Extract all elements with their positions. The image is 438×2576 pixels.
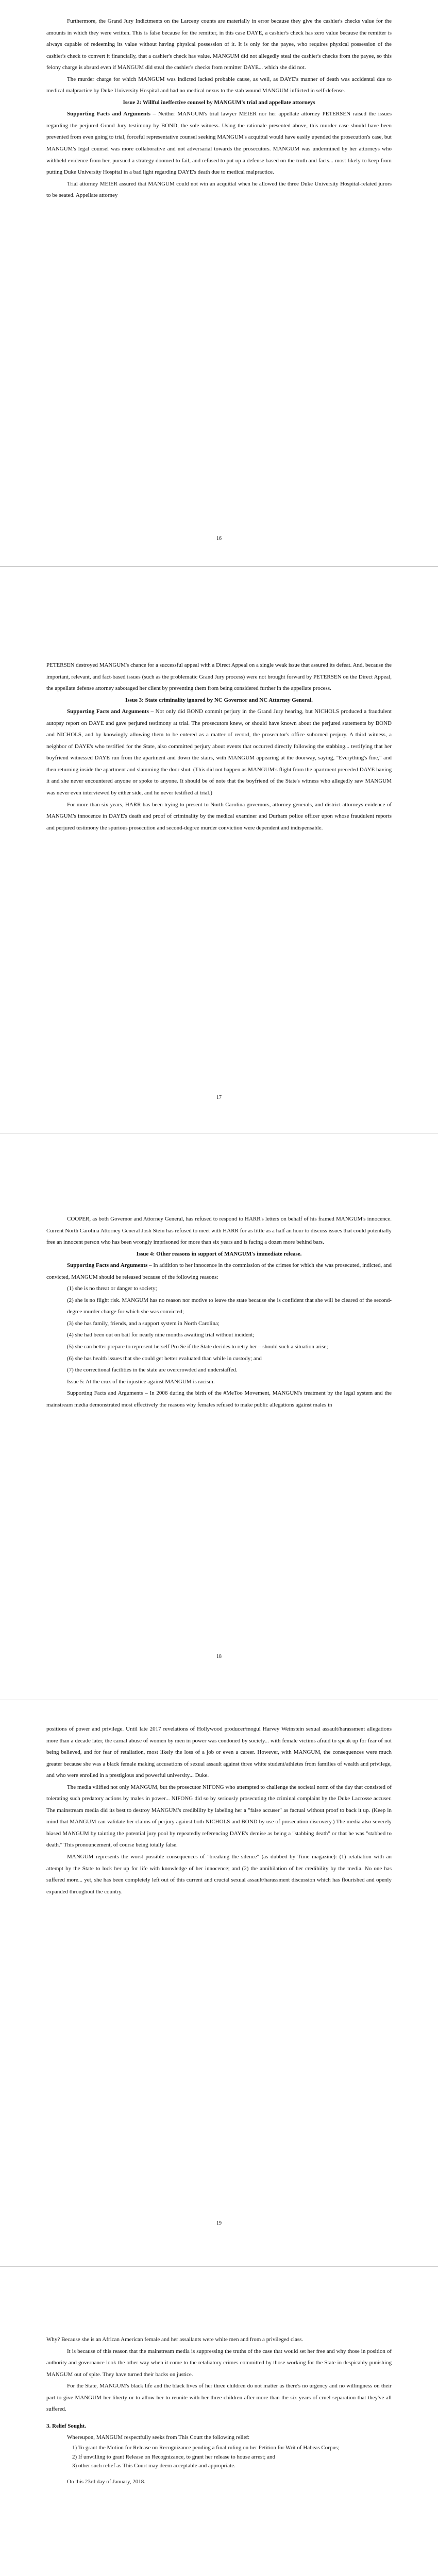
relief-item: 1) To grant the Motion for Release on Recognizance pending a final ruling on her Petition for Writ of Habeas Corpus; (72, 2444, 340, 2451)
paragraph: Trial attorney MEIER assured that MANGUM could not win an acquittal when he allowed the three Duke University Hospital-related jurors to be seated. Appellate attorney (46, 180, 392, 199)
page-number: 16 (216, 536, 222, 541)
reason-item: (2) she is no flight risk. MANGUM has no reason nor motive to leave the state because she is confident that she will be cleared of the second-degree murder charge for which she was convicted; (67, 1297, 392, 1315)
supporting-facts-paragraph (46, 706, 392, 799)
reason-item: (7) the correctional facilities in the state are overcrowded and understaffed. (67, 1367, 238, 1374)
paragraph: Furthermore, the Grand Jury Indictments on the Larceny counts are materially in error because they give the cashier's checks value for the amounts in which they were written. This is false because for the remitter, in this case DAYE, a cashier's check has zero value because the remitter is always capable of redeeming its value without having physical possession of it. It is only for the payee, who requires physical possession of the cashier's check to convert it financially, that a cashier's check has value. MANGUM did not allegedly steal the cashier's checks from the payee, so this felony charge is absurd even if MANGUM did steal the cashier's checks from remitter DAYE... which she did not. (46, 18, 392, 71)
paragraph: For more than six years, HARR has been trying to present to North Carolina governors, attorney generals, and district attorneys evidence of MANGUM's innocence in DAYE's death and proof of criminality by the medical examiner and Durham police officer upon whose fraudulent reports and perjured testimony the spurious prosecution and second-degree murder conviction were dependent and indispensable. (46, 801, 392, 831)
relief-item: 2) If unwilling to grant Release on Recognizance, to grant her release to house arrest; and (72, 2453, 276, 2460)
page-number: 17 (216, 1095, 222, 1100)
page-19 (0, 1700, 438, 2267)
page-18 (0, 1133, 438, 1700)
page-number: 19 (216, 2221, 222, 2226)
supporting-facts-paragraph (46, 1387, 392, 1411)
supporting-facts-text: – Neither MANGUM's trial lawyer MEIER nor her appellate attorney PETERSEN raised the issues regarding the perjured Grand Jury testimony by BOND, the sole witness. Using the rationale presented above, this murder case should have been prevented from even going to trial, forceful representative counsel seeking MANGUM's acquittal would have easily upended the prosecution's case, but MANGUM's legal counsel was more collaborative and not adversarial towards the prosecutors. MANGUM was undermined by her attorneys who withheld evidence from her, pursued a strategy doomed to fail, and refused to put up a defense based on the truth and facts... most likely to keep from putting Duke University Hospital in a bad light regarding DAYE's death due to medical malpractice. (46, 111, 392, 176)
paragraph: COOPER, as both Governor and Attorney General, has refused to respond to HARR's letters on behalf of his framed MANGUM's innocence. Current North Carolina Attorney General Josh Stein has refused to meet with HARR for as little as a half an hour to discuss issues that could potentially free an innocent person who has been wrongly imprisoned for more than six years and is facing a dozen more behind bars. (46, 1216, 392, 1246)
reason-item: (5) she can better prepare to represent herself Pro Se if the State decides to retry her – should such a situation arise; (67, 1344, 328, 1350)
supporting-facts-text: – In 2006 during the birth of the #MeToo Movement, MANGUM's treatment by the legal system and the mainstream media demonstrated most effectively the reasons why females refused to make public allegations against males in (46, 1390, 392, 1408)
supporting-facts-text: – Not only did BOND commit perjury in the Grand Jury hearing, but NICHOLS produced a fraudulent autopsy report on DAYE and gave perjured testimony at trial. The prosecutors knew, or should have known about the perjured statements by BOND and NICHOLS, and by knowingly allowing them to be entered as a matter of record, the prosecutor's office suborned perjury. A third witness, a neighbor of DAYE's who testified for the State, also committed perjury about events that occurred directly following the stabbing... testifying that her boyfriend witnessed DAYE run from the apartment and down the stairs, with MANGUM appearing at the doorway, saying, "Everything's fine," and then returning inside the apartment and slamming the door shut. (This did not happen as MANGUM's flight from the apartment preceded DAYE having it and she never encountered anyone or spoke to anyone. It should be of note that the boyfriend of the State's witness who allegedly saw MANGUM was never even interviewed by either side, and he never testified at trial.) (46, 708, 392, 796)
page-16 (0, 0, 438, 567)
supporting-facts-label: Supporting Facts and Arguments (67, 708, 149, 715)
paragraph: For the State, MANGUM's black life and the black lives of her three children do not matter as there's no urgency and no willingness on their part to give MANGUM her liberty or to allow her to reunite with her three children after more than the six years of cruel separation that they've all suffered. (46, 2383, 392, 2413)
paragraph: PETERSEN destroyed MANGUM's chance for a successful appeal with a Direct Appeal on a single weak issue that assured its defeat. And, because the important, relevant, and fact-based issues (such as the problematic Grand Jury process) were not brought forward by PETERSEN on the Direct Appeal, the appellate defense attorney sabotaged her client by preventing them from being considered further in the appellate process. (46, 662, 392, 692)
page-number: 18 (216, 1654, 222, 1659)
reason-item: (4) she had been out on bail for nearly nine months awaiting trial without incident; (67, 1332, 255, 1338)
supporting-facts-paragraph (46, 1260, 392, 1283)
paragraph: The murder charge for which MANGUM was indicted lacked probable cause, as well, as DAYE's manner of death was accidental due to medical malpractice by Duke University Hospital and had no medical nexus to the stab wound MANGUM inflicted in self-defense. (46, 76, 392, 94)
relief-list (46, 2444, 392, 2471)
issue-2-heading: Issue 2: Willful ineffective counsel by MANGUM's trial and appellate attorneys (123, 99, 315, 106)
relief-heading: 3. Relief Sought. (46, 2422, 86, 2429)
page-17-body (46, 659, 392, 834)
issue-4-heading: Issue 4: Other reasons in support of MANGUM's immediate release. (136, 1250, 302, 1257)
paragraph: The media vilified not only MANGUM, but the prosecutor NIFONG who attempted to challenge the societal norm of the day that consisted of tolerating such predatory actions by males in power... NIFONG did so by seriously prosecuting the criminal complaint by the Duke Lacrosse accuser. The mainstream media did its best to destroy MANGUM's credibility by labeling her a "false accuser" as factual without proof to back it up. (Keep in mind that MANGUM can validate her claims of perjury against both NICHOLS and BOND by use of prosecution discovery.) The media also severely biased MANGUM by tainting the potential jury pool by repeatedly referencing DAYE's demise as being a "stabbing death" or that he was "stabbed to death." This pronouncement, of course being totally false. (46, 1784, 392, 1849)
supporting-facts-paragraph (46, 108, 392, 178)
issue-5-heading: Issue 5: At the crux of the injustice against MANGUM is racism. (67, 1378, 215, 1385)
page-18-body (46, 1213, 392, 1411)
supporting-facts-label: Supporting Facts and Arguments (67, 1262, 148, 1269)
reason-item: (3) she has family, friends, and a support system in North Carolina; (67, 1320, 220, 1327)
supporting-facts-text: – In addition to her innocence in the commission of the crimes for which she was prosecuted, indicted, and convicted, MANGUM should be released because of the following reasons: (46, 1262, 392, 1280)
relief-intro: Whereupon, MANGUM respectfully seeks from This Court the following relief: (67, 2434, 250, 2441)
supporting-facts-label: Supporting Facts and Arguments (67, 111, 150, 117)
page-20-body (46, 2334, 392, 2487)
issue-3-heading: Issue 3: State criminality ignored by NC Governor and NC Attorney General. (125, 697, 313, 703)
page-17 (0, 567, 438, 1133)
paragraph: positions of power and privilege. Until late 2017 revelations of Hollywood producer/mogul Harvey Weinstein sexual assault/harassment allegations more than a decade later, the carnal abuse of women by men in power was condoned by society... with female victims afraid to speak up for fear of not being believed, and for fear of retaliation, most likely the loss of a job or even a career. However, with MANGUM, the consequences were much greater because she was a black female making accusations of sexual assault against three white student/athletes from families of wealth and privilege, and who were enrolled in a prestigious and powerful university... Duke. (46, 1726, 392, 1779)
page-16-body (46, 15, 392, 201)
paragraph: It is because of this reason that the mainstream media is suppressing the truths of the case that would set her free and why those in position of authority and governance look the other way when it come to the retaliatory crimes committed by those working for the State in despicably punishing MANGUM out of spite. They have turned their backs on justice. (46, 2348, 392, 2378)
reason-item: (1) she is no threat or danger to society; (67, 1285, 157, 1292)
supporting-facts-label: Supporting Facts and Arguments (67, 1390, 143, 1397)
relief-item: 3) other such relief as This Court may deem acceptable and appropriate. (72, 2463, 235, 2469)
date-line: On this 23rd day of January, 2018. (67, 2478, 146, 2485)
page-19-body (46, 1723, 392, 1897)
paragraph: MANGUM represents the worst possible consequences of "breaking the silence" (as dubbed by Time magazine): (1) retaliation with an attempt by the State to lock her up for life with knowledge of her innocence; and (2) the annihilation of her credibility by the media. No one has suffered more... yet, she has been completely left out of this current and crucial sexual assault/harassment discussion which has flourished and openly expanded throughout the country. (46, 1854, 392, 1895)
page-20 (0, 2267, 438, 2576)
reason-item: (6) she has health issues that she could get better evaluated than while in custody; and (67, 1355, 262, 1362)
paragraph: Why? Because she is an African American female and her assailants were white men and from a privileged class. (46, 2336, 304, 2343)
